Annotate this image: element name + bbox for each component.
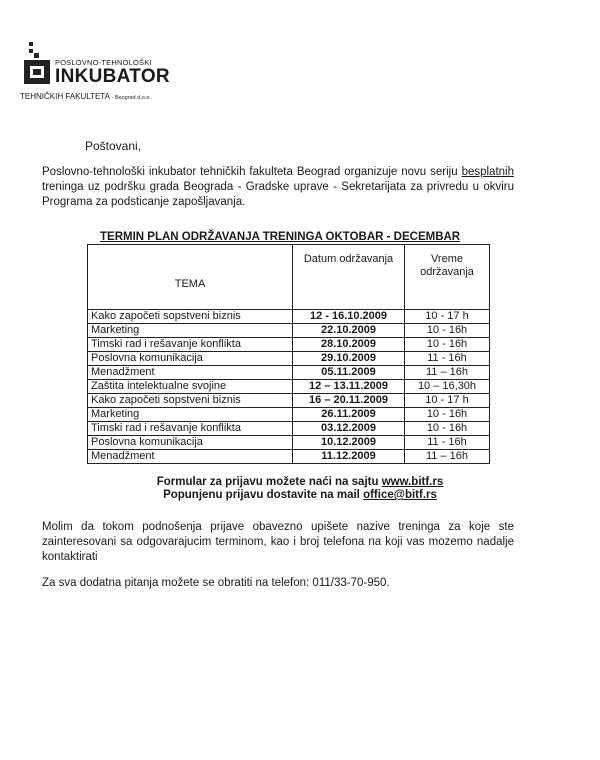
row-datum: 22.10.2009	[293, 324, 405, 338]
row-tema: Kako započeti sopstveni biznis	[88, 310, 293, 324]
schedule-title: TERMIN PLAN ODRŽAVANJA TRENINGA OKTOBAR - DECEMBAR	[100, 231, 461, 243]
row-vreme: 11 - 16h	[405, 436, 490, 450]
incubator-logo-icon	[20, 40, 60, 88]
logo-faculty	[20, 92, 151, 101]
row-datum: 10.12.2009	[293, 436, 405, 450]
table-row	[88, 408, 490, 422]
logo	[20, 40, 220, 108]
row-datum: 05.11.2009	[293, 366, 405, 380]
application-form-text: Formular za prijavu možete naći na sajtu	[156, 476, 382, 488]
row-datum: 16 – 20.11.2009	[293, 394, 405, 408]
row-datum: 11.12.2009	[293, 450, 405, 464]
row-vreme: 10 - 17 h	[405, 394, 490, 408]
row-vreme: 10 - 17 h	[405, 310, 490, 324]
contact-line: Za sva dodatna pitanja možete se obratiti na telefon: 011/33-70-950.	[42, 577, 390, 589]
row-tema: Marketing	[88, 408, 293, 422]
header-datum: Datum održavanja	[293, 245, 405, 310]
email-link[interactable]: office@bitf.rs	[363, 489, 437, 501]
row-tema: Zaštita intelektualne svojine	[88, 380, 293, 394]
logo-faculty-suffix: - Beograd d.o.o.	[109, 95, 151, 101]
row-vreme: 10 – 16,30h	[405, 380, 490, 394]
application-form-line	[100, 476, 500, 489]
closing-paragraph: Molim da tokom podnošenja prijave obavezno upišete nazive treninga za koje ste zainteresovani sa odgovarajucim terminom, kao i broj telefona na koji vas mozemo nadalje kontaktirati	[42, 521, 514, 563]
row-datum: 29.10.2009	[293, 352, 405, 366]
row-tema: Kako započeti sopstveni biznis	[88, 394, 293, 408]
logo-title: INKUBATOR	[55, 66, 170, 87]
row-vreme: 11 – 16h	[405, 366, 490, 380]
table-row	[88, 394, 490, 408]
row-tema: Timski rad i rešavanje konflikta	[88, 422, 293, 436]
header-tema: TEMA	[88, 245, 293, 310]
logo-subtitle: POSLOVNO-TEHNOLOŠKI	[55, 58, 152, 67]
row-vreme: 10 - 16h	[405, 338, 490, 352]
application-mail-text: Popunjenu prijavu dostavite na mail	[163, 489, 364, 501]
table-row	[88, 366, 490, 380]
table-row	[88, 436, 490, 450]
intro-text-start: Poslovno-tehnološki inkubator tehničkih fakulteta Beograd organizuje novu seriju	[42, 166, 462, 178]
application-mail-line	[100, 489, 500, 502]
intro-paragraph	[42, 165, 514, 210]
row-tema: Menadžment	[88, 450, 293, 464]
row-vreme: 11 – 16h	[405, 450, 490, 464]
row-tema: Timski rad i rešavanje konflikta	[88, 338, 293, 352]
logo-faculty-main: TEHNIČKIH FAKULTETA	[20, 92, 110, 101]
table-row	[88, 338, 490, 352]
table-row	[88, 352, 490, 366]
row-vreme: 11 - 16h	[405, 352, 490, 366]
header-vreme: Vreme održavanja	[405, 245, 490, 310]
website-link[interactable]: www.bitf.rs	[381, 476, 444, 488]
schedule-table	[87, 244, 490, 464]
row-tema: Menadžment	[88, 366, 293, 380]
row-datum: 12 – 13.11.2009	[293, 380, 405, 394]
intro-text-end: treninga uz podršku grada Beograda - Gradske uprave - Sekretarijata za privredu u okviru Programa za podsticanje zapošljavanja.	[42, 181, 514, 208]
schedule-header-row	[88, 245, 490, 310]
table-row	[88, 422, 490, 436]
row-tema: Poslovna komunikacija	[88, 352, 293, 366]
table-row	[88, 324, 490, 338]
row-datum: 12 - 16.10.2009	[293, 310, 405, 324]
row-vreme: 10 - 16h	[405, 408, 490, 422]
row-vreme: 10 - 16h	[405, 324, 490, 338]
row-datum: 03.12.2009	[293, 422, 405, 436]
intro-free-word: besplatnih	[461, 166, 514, 178]
application-note	[100, 476, 500, 502]
table-row	[88, 450, 490, 464]
table-row	[88, 310, 490, 324]
greeting: Poštovani,	[85, 139, 142, 153]
table-row	[88, 380, 490, 394]
row-tema: Marketing	[88, 324, 293, 338]
row-datum: 26.11.2009	[293, 408, 405, 422]
row-datum: 28.10.2009	[293, 338, 405, 352]
row-vreme: 10 - 16h	[405, 422, 490, 436]
row-tema: Poslovna komunikacija	[88, 436, 293, 450]
